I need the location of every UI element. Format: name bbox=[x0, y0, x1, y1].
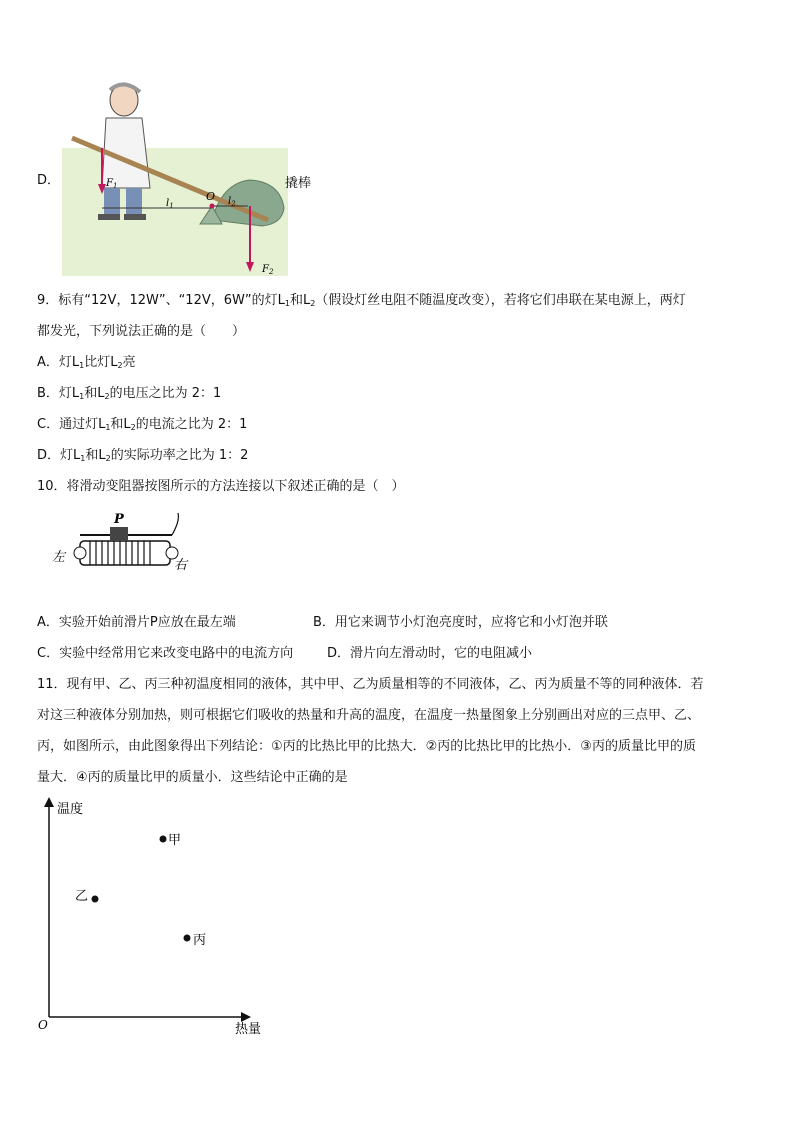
rheostat-figure bbox=[50, 511, 190, 586]
label-o: O bbox=[206, 190, 216, 203]
temperature-heat-graph bbox=[30, 795, 280, 1045]
q11-line4: 量大．④丙的质量比甲的质量小．这些结论中正确的是 bbox=[37, 770, 348, 785]
y-axis-label: 温度 bbox=[57, 802, 84, 817]
q9-line2: 都发光，下列说法正确的是（ ） bbox=[37, 324, 246, 339]
q11-line2: 对这三种液体分别加热，则可根据它们吸收的热量和升高的温度，在温度一热量图象上分别画出对应的三点甲、乙、 bbox=[37, 708, 701, 723]
x-axis-label: 热量 bbox=[235, 1022, 262, 1037]
q9-option-c: C．通过灯$L_1$和$L_2$的电流之比为 2：1 bbox=[37, 417, 248, 432]
point-yi bbox=[92, 896, 99, 903]
person-leg-2 bbox=[126, 188, 142, 216]
point-yi-label: 乙 bbox=[75, 889, 89, 904]
origin-label: O bbox=[38, 1018, 48, 1032]
wire bbox=[172, 513, 178, 535]
option-d-label: D． bbox=[37, 173, 61, 188]
q9-option-b: B．灯$L_1$和$L_2$的电压之比为 2：1 bbox=[37, 386, 222, 401]
q9-option-a: A．灯$L_1$比灯$L_2$亮 bbox=[37, 355, 136, 370]
y-axis-arrow bbox=[44, 797, 54, 807]
lever-caption: 撬棒 bbox=[285, 176, 312, 191]
label-left: 左 bbox=[52, 550, 66, 565]
slider-p bbox=[110, 527, 128, 541]
point-bing-label: 丙 bbox=[193, 933, 207, 948]
q11-line1: 11．现有甲、乙、丙三种初温度相同的液体，其中甲、乙为质量相等的不同液体，乙、丙为质量不等的同种液体．若 bbox=[37, 677, 704, 692]
q10-option-a: A．实验开始前滑片P应放在最左端 bbox=[37, 615, 236, 630]
label-p: P bbox=[114, 512, 124, 527]
label-l1: $l_1$ bbox=[166, 198, 174, 210]
label-l2: $l_2$ bbox=[228, 196, 236, 208]
q11-line3: 丙，如图所示，由此图象得出下列结论：①丙的比热比甲的比热大．②丙的比热比甲的比热小．③丙的质量比甲的质 bbox=[37, 739, 696, 754]
person-leg-1 bbox=[104, 188, 120, 216]
point-bing bbox=[184, 935, 191, 942]
label-right: 右 bbox=[174, 558, 188, 573]
q10-option-d: D．滑片向左滑动时，它的电阻减小 bbox=[327, 646, 533, 661]
fulcrum-point bbox=[210, 204, 215, 209]
q10-option-b: B．用它来调节小灯泡亮度时，应将它和小灯泡并联 bbox=[313, 615, 608, 630]
q10-stem: 10．将滑动变阻器按图所示的方法连接以下叙述正确的是（ ） bbox=[37, 479, 405, 494]
label-f1: $F_1$ bbox=[106, 178, 118, 190]
q9-option-d: D．灯$L_1$和$L_2$的实际功率之比为 1：2 bbox=[37, 448, 249, 463]
q10-option-c: C．实验中经常用它来改变电路中的电流方向 bbox=[37, 646, 294, 661]
point-jia-label: 甲 bbox=[168, 833, 182, 848]
point-jia bbox=[160, 836, 167, 843]
label-f2: $F_2$ bbox=[262, 264, 274, 276]
rheostat-coil bbox=[80, 541, 170, 565]
lever-figure bbox=[62, 78, 288, 276]
q9-line1: 9．标有“12V，12W”、“12V，6W”的灯$L_1$和$L_2$（假设灯丝电阻不随温度改变），若将它们串联在某电源上，两灯 bbox=[37, 293, 686, 308]
x-axis-arrow bbox=[241, 1012, 251, 1022]
